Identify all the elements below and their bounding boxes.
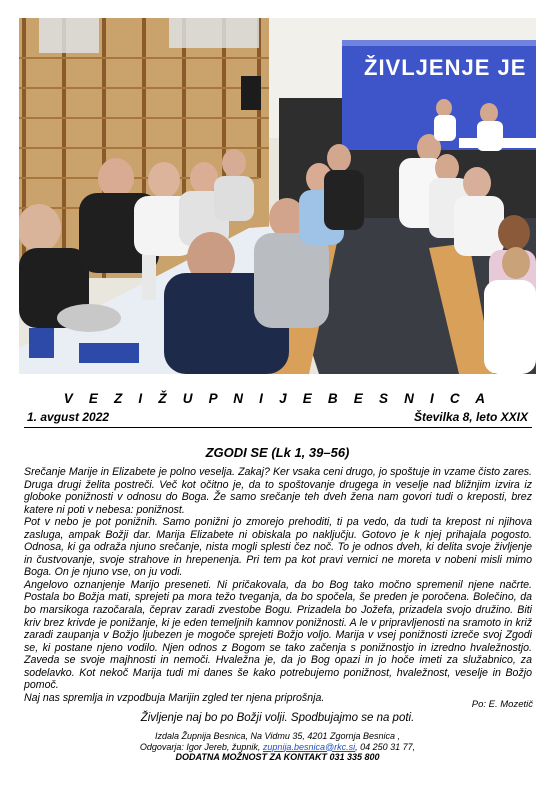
napkin <box>79 343 139 363</box>
photo-illustration <box>19 18 536 374</box>
napkin <box>29 328 54 358</box>
newsletter-masthead: V E Z I Ž U P N I J E B E S N I C A <box>63 391 492 406</box>
paragraph: Srečanje Marije in Elizabete je polno veselja. Zakaj? Ker vsaka ceni drugo, jo spoštuje in vzame čisto zares. Druga drugi želita postreči. Več kot očitno je, da to spoštovanje drugega in veselje nad bližnjim izvira iz globoke ponižnosti v odnosu do Boga. Že samo srečanje teh dveh žena nam govori tudi o kreposti, brez katere ni poti v nebesa: ponižnost. <box>24 466 532 516</box>
paragraph: Angelovo oznanjenje Marijo preseneti. Ni pričakovala, da bo Bog tako močno spremenil njene načrte. Postala bo Božja mati, sprejeti pa mora težo tveganja, da bo spočela, še preden je poročena. Bolečino, da bo marsikoga razočarala, čeprav zaradi zvestobe Bogu. Prizadela bo Jožefa, prizadela svojo družino. Biti kriv brez krivde je ponižanje, ki je eden temeljnih kamnov ponižnosti. A le v pripravljenosti na sramoto in križ zaradi zaupanja v Božjo ljubezen je mogoče sprejeti Božjo voljo. Marija v vsej ponižnosti izreče svoj Zgodi se, ki postane njeno vodilo. Njen odnos z Bogom se tako začenja s ponižnostjo in izredno hvaležnostjo. Zaveda se svoje majhnosti in nemoči. Hvaležna je, da jo Bog opazi in jo hoče imeti za služabnico, za sodelavko. Kot nekoč Marija tudi mi danes še kako potrebujemo ponižnost, hvaležnost, veselje in Božjo pomoč. <box>24 578 532 692</box>
paragraph: Pot v nebo je pot ponižnih. Samo ponižni jo zmorejo prehoditi, ti pa vedo, da tudi ta krepost ni njihova zasluga, ampak Božji dar. Marija Elizabete ni obiskala po naključju. Gotovo je k njej prihajala pogosto. Odnosa, ki ga odraža njuno srečanje, nista mogli splesti čez noč. To je odnos dveh, ki delita svoje življenje in čustvovanje, svoje strahove in hrepenenja. Pri tem pa kot pravi vernici ne moreta v nobeni misli mimo Boga. On je njuno vse, on ju vodi. <box>24 516 532 579</box>
bottle <box>142 255 156 300</box>
phone: , 04 250 31 77, <box>355 741 416 752</box>
footer <box>0 731 555 763</box>
publisher-line: Izdala Župnija Besnica, Na Vidmu 35, 4201 Zgornja Besnica , <box>155 731 400 741</box>
email-link[interactable]: zupnija.besnica@rkc.si <box>262 741 356 752</box>
article-title: ZGODI SE (Lk 1, 39–56) <box>205 445 350 460</box>
article-author: Po: E. Mozetič <box>471 699 533 710</box>
contact-line: DODATNA MOŽNOST ZA KONTAKT 031 335 800 <box>175 752 380 762</box>
event-photo <box>19 18 536 374</box>
paragraph: Naj nas spremlja in vzpodbuja Marijin zgled ter njena priprošnja. <box>24 691 325 704</box>
issue-date: 1. avgust 2022 <box>27 410 110 424</box>
issue-number: Številka 8, leto XXIX <box>413 410 528 424</box>
speaker <box>241 76 261 110</box>
pot <box>57 304 121 332</box>
editor-line <box>0 742 555 753</box>
motto: Življenje naj bo po Božji volji. Spodbujajmo se na poti. <box>140 712 415 724</box>
article-body <box>24 466 532 704</box>
editor-label: Odgovarja: Igor Jereb, župnik, <box>139 741 261 752</box>
banner-text: ŽIVLJENJE JE <box>364 55 527 80</box>
header-divider <box>24 427 532 428</box>
